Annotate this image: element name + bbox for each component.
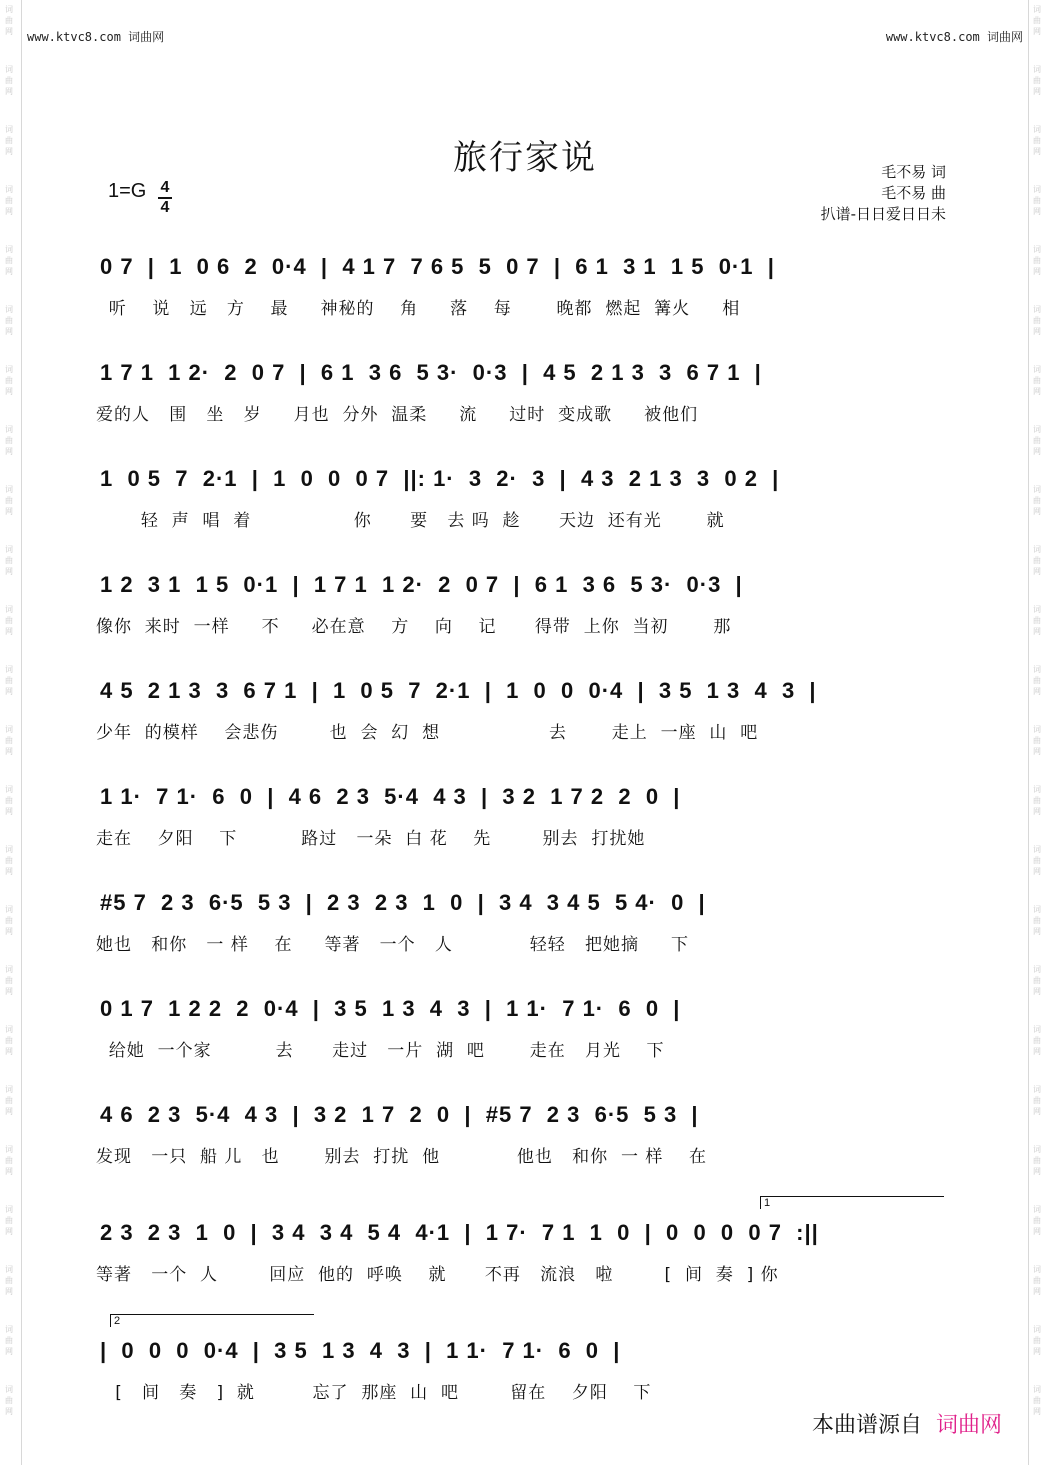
side-watermark-text: 词 曲 网	[1033, 965, 1041, 996]
side-watermark-text: 词 曲 网	[5, 185, 13, 216]
side-watermark-text: 词 曲 网	[1033, 425, 1041, 456]
side-watermark-text: 词 曲 网	[1033, 365, 1041, 396]
side-watermark-text: 词 曲 网	[5, 905, 13, 936]
time-bottom: 4	[160, 199, 170, 216]
side-watermark-text: 词 曲 网	[1033, 485, 1041, 516]
side-watermark-text: 词 曲 网	[5, 665, 13, 696]
side-watermark-text: 词 曲 网	[5, 65, 13, 96]
side-watermark-text: 词 曲 网	[1033, 125, 1041, 156]
score-row-4	[96, 558, 956, 658]
score-row-10	[96, 1197, 956, 1306]
score-row-6	[96, 770, 956, 870]
side-watermark-text: 词 曲 网	[1033, 5, 1041, 36]
side-watermark-text: 词 曲 网	[5, 485, 13, 516]
side-watermark-text: 词 曲 网	[1033, 545, 1041, 576]
score-row-7	[96, 876, 956, 976]
side-watermark-text: 词 曲 网	[5, 1385, 13, 1416]
side-watermark-text: 词 曲 网	[5, 1025, 13, 1056]
side-watermark-text: 词 曲 网	[1033, 65, 1041, 96]
notation-line: 1 2 3 1 1 5 0·1 | 1 7 1 1 2· 2 0 7 | 6 1 3 6 5 3· 0·3 |	[100, 572, 743, 597]
source-label: 本曲谱源自	[811, 1413, 922, 1438]
side-watermark-text: 词 曲 网	[5, 5, 13, 36]
side-watermark-text: 词 曲 网	[1033, 185, 1041, 216]
side-watermark-text: 词 曲 网	[1033, 1205, 1041, 1236]
right-watermark-strip	[1028, 0, 1050, 1465]
side-watermark-text: 词 曲 网	[1033, 905, 1041, 936]
key-signature	[108, 179, 170, 216]
composer: 毛不易 曲	[881, 184, 946, 202]
score-row-9	[96, 1088, 956, 1188]
score-row-2	[96, 346, 956, 446]
side-watermark-text: 词 曲 网	[5, 545, 13, 576]
site-url-left[interactable]: www.ktvc8.com 词曲网	[27, 30, 165, 44]
notation-line: 1 1· 7 1· 6 0 | 4 6 2 3 5·4 4 3 | 3 2 1 7 2 2 0 |	[100, 784, 681, 809]
transcriber: 扒谱-日日爱日日未	[820, 205, 946, 223]
side-watermark-text: 词 曲 网	[5, 1205, 13, 1236]
time-top: 4	[160, 179, 170, 196]
first-ending-bracket: 1	[760, 1196, 944, 1209]
side-watermark-text: 词 曲 网	[1033, 1085, 1041, 1116]
lyric-line: 少年 的模样 会悲伤 也 会 幻 想 去 走上 一座 山 吧	[96, 723, 759, 743]
song-title: 旅行家说	[453, 138, 597, 178]
score-row-1	[96, 240, 956, 340]
lyricist: 毛不易 词	[881, 163, 946, 181]
site-url-right[interactable]: www.ktvc8.com 词曲网	[885, 30, 1023, 44]
credits	[821, 162, 946, 225]
source-note	[812, 1408, 1002, 1439]
side-watermark-text: 词 曲 网	[1033, 1265, 1041, 1296]
lyric-line: 给她 一个家 去 走过 一片 湖 吧 走在 月光 下	[96, 1041, 665, 1061]
side-watermark-text: 词 曲 网	[5, 425, 13, 456]
lyric-line: 她也 和你 一 样 在 等著 一个 人 轻轻 把她摘 下	[96, 935, 689, 955]
side-watermark-text: 词 曲 网	[5, 1325, 13, 1356]
key-label: 1=G	[108, 180, 147, 202]
notation-line: 4 6 2 3 5·4 4 3 | 3 2 1 7 2 0 | #5 7 2 3 6·5 5 3 |	[100, 1102, 699, 1127]
lyric-line: [ 间 奏 ] 就 忘了 那座 山 吧 留在 夕阳 下	[96, 1383, 652, 1403]
side-watermark-text: 词 曲 网	[1033, 665, 1041, 696]
side-watermark-text: 词 曲 网	[5, 1265, 13, 1296]
left-watermark-strip	[0, 0, 22, 1465]
lyric-line: 听 说 远 方 最 神秘的 角 落 每 晚都 燃起 篝火 相	[96, 299, 741, 319]
second-ending-bracket: 2	[110, 1314, 314, 1327]
side-watermark-text: 词 曲 网	[1033, 245, 1041, 276]
lyric-line: 爱的人 围 坐 岁 月也 分外 温柔 流 过时 变成歌 被他们	[96, 405, 699, 425]
notation-line: | 0 0 0 0·4 | 3 5 1 3 4 3 | 1 1· 7 1· 6 0 |	[100, 1338, 621, 1363]
side-watermark-text: 词 曲 网	[1033, 305, 1041, 336]
source-brand[interactable]: 词曲网	[935, 1413, 1002, 1438]
notation-line: 1 0 5 7 2·1 | 1 0 0 0 7 ||: 1· 3 2· 3 | 4 3 2 1 3 3 0 2 |	[100, 466, 780, 491]
lyric-line: 轻 声 唱 着 你 要 去 吗 趁 天边 还有光 就	[96, 511, 725, 531]
side-watermark-text: 词 曲 网	[1033, 605, 1041, 636]
notation-line: 0 1 7 1 2 2 2 0·4 | 3 5 1 3 4 3 | 1 1· 7 1· 6 0 |	[100, 996, 681, 1021]
score-row-8	[96, 982, 956, 1082]
side-watermark-text: 词 曲 网	[1033, 1325, 1041, 1356]
side-watermark-text: 词 曲 网	[5, 1085, 13, 1116]
side-watermark-text: 词 曲 网	[1033, 785, 1041, 816]
notation-line: 1 7 1 1 2· 2 0 7 | 6 1 3 6 5 3· 0·3 | 4 5 2 1 3 3 6 7 1 |	[100, 360, 762, 385]
right-edge-line	[1028, 0, 1029, 1465]
score-row-5	[96, 664, 956, 764]
side-watermark-text: 词 曲 网	[5, 605, 13, 636]
side-watermark-text: 词 曲 网	[1033, 1025, 1041, 1056]
side-watermark-text: 词 曲 网	[5, 725, 13, 756]
score-row-3	[96, 452, 956, 552]
lyric-line: 发现 一只 船 儿 也 别去 打扰 他 他也 和你 一 样 在	[96, 1147, 707, 1167]
left-edge-line	[21, 0, 22, 1465]
side-watermark-text: 词 曲 网	[1033, 725, 1041, 756]
lyric-line: 走在 夕阳 下 路过 一朵 白 花 先 别去 打扰她	[96, 829, 646, 849]
lyric-line: 等著 一个 人 回应 他的 呼唤 就 不再 流浪 啦 [ 间 奏 ] 你	[96, 1265, 779, 1285]
notation-line: #5 7 2 3 6·5 5 3 | 2 3 2 3 1 0 | 3 4 3 4 5 5 4· 0 |	[100, 890, 706, 915]
side-watermark-text: 词 曲 网	[5, 845, 13, 876]
side-watermark-text: 词 曲 网	[1033, 1145, 1041, 1176]
notation-line: 2 3 2 3 1 0 | 3 4 3 4 5 4 4·1 | 1 7· 7 1 1 0 | 0 0 0 0 7 :||	[100, 1220, 819, 1245]
side-watermark-text: 词 曲 网	[5, 785, 13, 816]
notation-line: 4 5 2 1 3 3 6 7 1 | 1 0 5 7 2·1 | 1 0 0 0·4 | 3 5 1 3 4 3 |	[100, 678, 817, 703]
side-watermark-text: 词 曲 网	[1033, 1385, 1041, 1416]
side-watermark-text: 词 曲 网	[5, 965, 13, 996]
notation-line: 0 7 | 1 0 6 2 0·4 | 4 1 7 7 6 5 5 0 7 | 6 1 3 1 1 5 0·1 |	[100, 254, 775, 279]
side-watermark-text: 词 曲 网	[1033, 845, 1041, 876]
side-watermark-text: 词 曲 网	[5, 1145, 13, 1176]
time-signature	[158, 179, 172, 217]
lyric-line: 像你 来时 一样 不 必在意 方 向 记 得带 上你 当初 那	[96, 617, 732, 637]
side-watermark-text: 词 曲 网	[5, 365, 13, 396]
side-watermark-text: 词 曲 网	[5, 245, 13, 276]
side-watermark-text: 词 曲 网	[5, 305, 13, 336]
side-watermark-text: 词 曲 网	[5, 125, 13, 156]
